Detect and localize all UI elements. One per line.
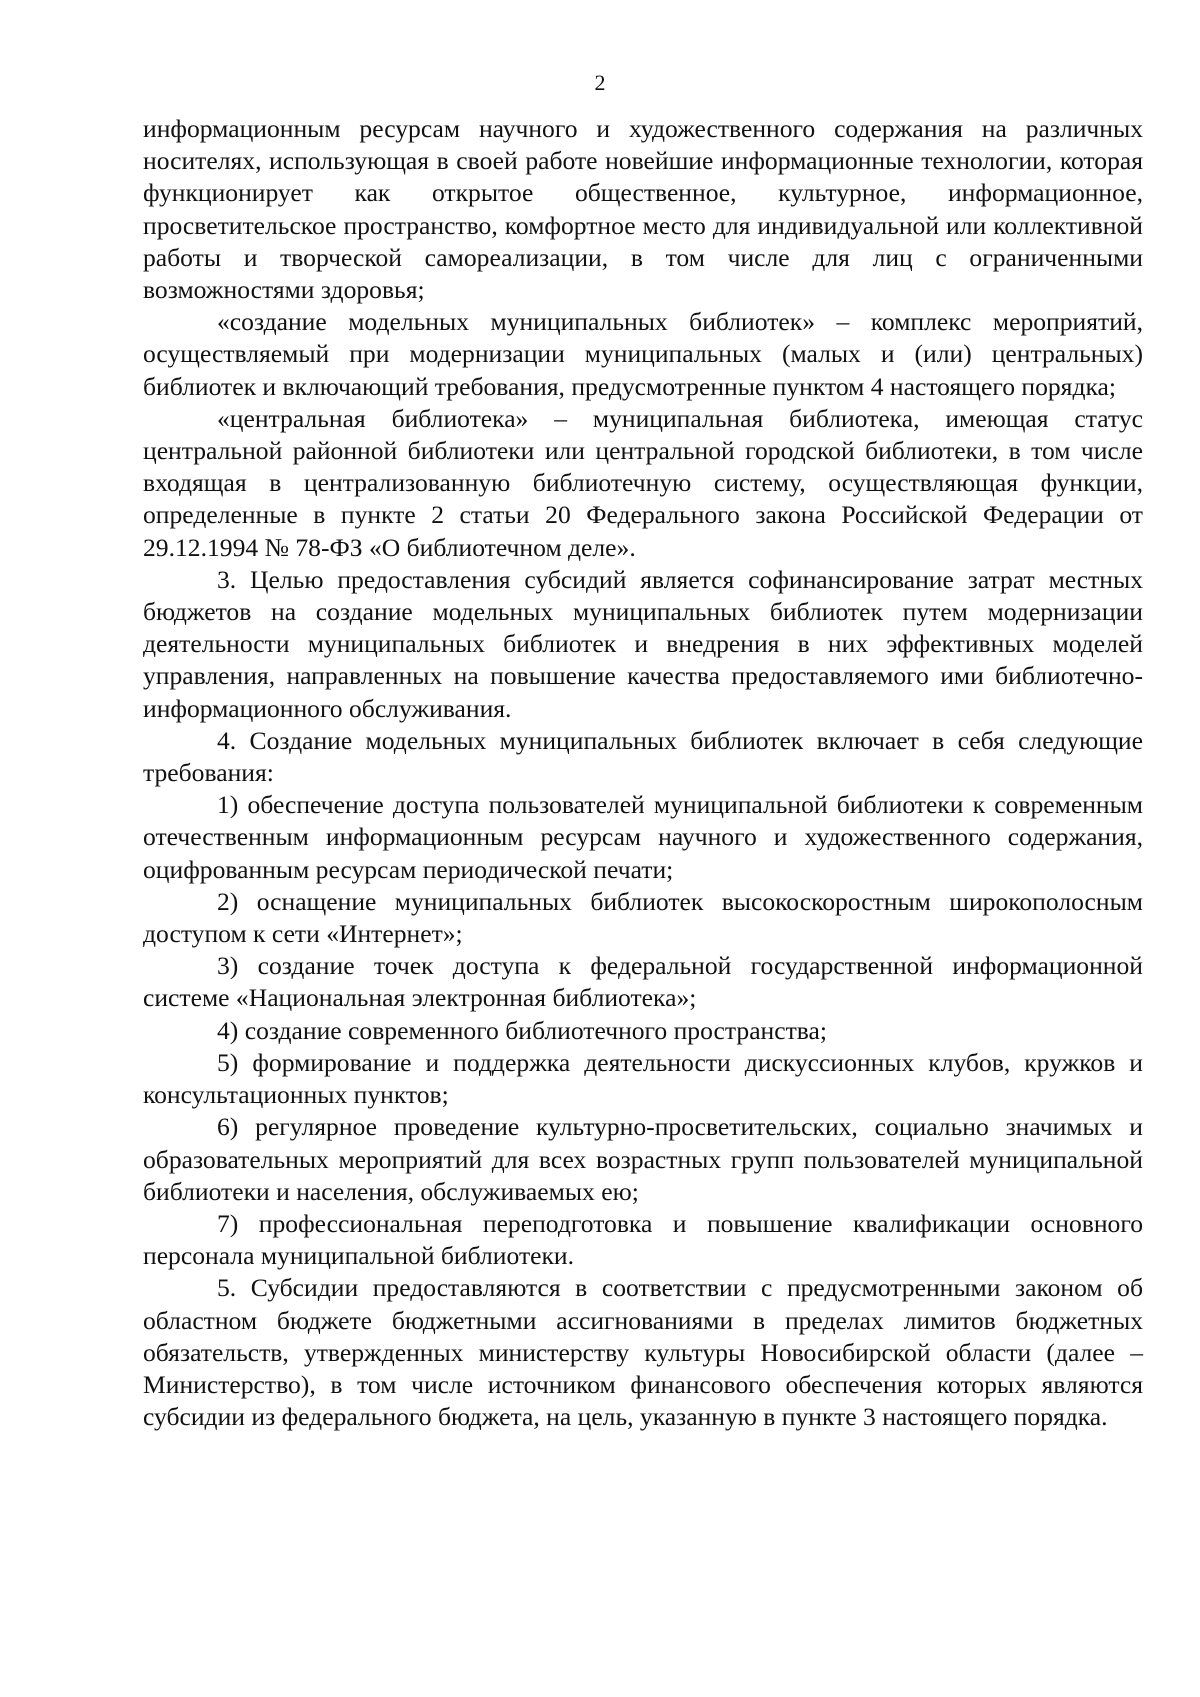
list-item: 4) создание современного библиотечного пространства; — [217, 1015, 828, 1045]
list-item: 3) создание точек доступа к федеральной государственной информационной системе «Национальная электронная библиотека»; — [143, 951, 1143, 1013]
paragraph: 5. Субсидии предоставляются в соответствии с предусмотренными законом об областном бюджете бюджетными ассигнованиями в пределах лимитов бюджетных обязательств, утвержденных министерству культуры Новосибирской области (далее – Министерство), в том числе источником финансового обеспечения которых являются субсидии из федерального бюджета, на цель, указанную в пункте 3 настоящего порядка. — [143, 1273, 1143, 1432]
document-body — [143, 113, 1143, 1433]
paragraph: «создание модельных муниципальных библиотек» – комплекс мероприятий, осуществляемый при модернизации муниципальных (малых и (или) центральных) библиотек и включающий требования, предусмотренные пунктом 4 настоящего порядка; — [143, 307, 1143, 401]
list-item: 6) регулярное проведение культурно-просветительских, социально значимых и образовательных мероприятий для всех возрастных групп пользователей муниципальной библиотеки и населения, обслуживаемых ею; — [143, 1112, 1143, 1206]
paragraph: «центральная библиотека» – муниципальная библиотека, имеющая статус центральной районной библиотеки или центральной городской библиотеки, в том числе входящая в централизованную библиотечную систему, осуществляющая функции, определенные в пункте 2 статьи 20 Федерального закона Российской Федерации от 29.12.1994 № 78-ФЗ «О библиотечном деле». — [143, 403, 1143, 562]
page-number: 2 — [594, 70, 606, 95]
list-item: 7) профессиональная переподготовка и повышение квалификации основного персонала муниципальной библиотеки. — [143, 1208, 1143, 1271]
list-item: 2) оснащение муниципальных библиотек высокоскоростным широкополосным доступом к сети «Интернет»; — [143, 886, 1143, 949]
paragraph: информационным ресурсам научного и художественного содержания на различных носителях, использующая в своей работе новейшие информационные технологии, которая функционирует как открытое общественное, культурное, информационное, просветительское пространство, комфортное место для индивидуальной или коллективной работы и творческой самореализации, в том числе для лиц с ограниченными возможностями здоровья; — [143, 114, 1143, 305]
paragraph: 3. Целью предоставления субсидий является софинансирование затрат местных бюджетов на создание модельных муниципальных библиотек путем модернизации деятельности муниципальных библиотек и внедрения в них эффективных моделей управления, направленных на повышение качества предоставляемого ими библиотечно-информационного обслуживания. — [143, 564, 1143, 723]
list-item: 5) формирование и поддержка деятельности дискуссионных клубов, кружков и консультационных пунктов; — [143, 1047, 1143, 1110]
paragraph: 4. Создание модельных муниципальных библиотек включает в себя следующие требования: — [143, 725, 1143, 788]
list-item: 1) обеспечение доступа пользователей муниципальной библиотеки к современным отечественным информационным ресурсам научного и художественного содержания, оцифрованным ресурсам периодической печати; — [143, 790, 1143, 884]
